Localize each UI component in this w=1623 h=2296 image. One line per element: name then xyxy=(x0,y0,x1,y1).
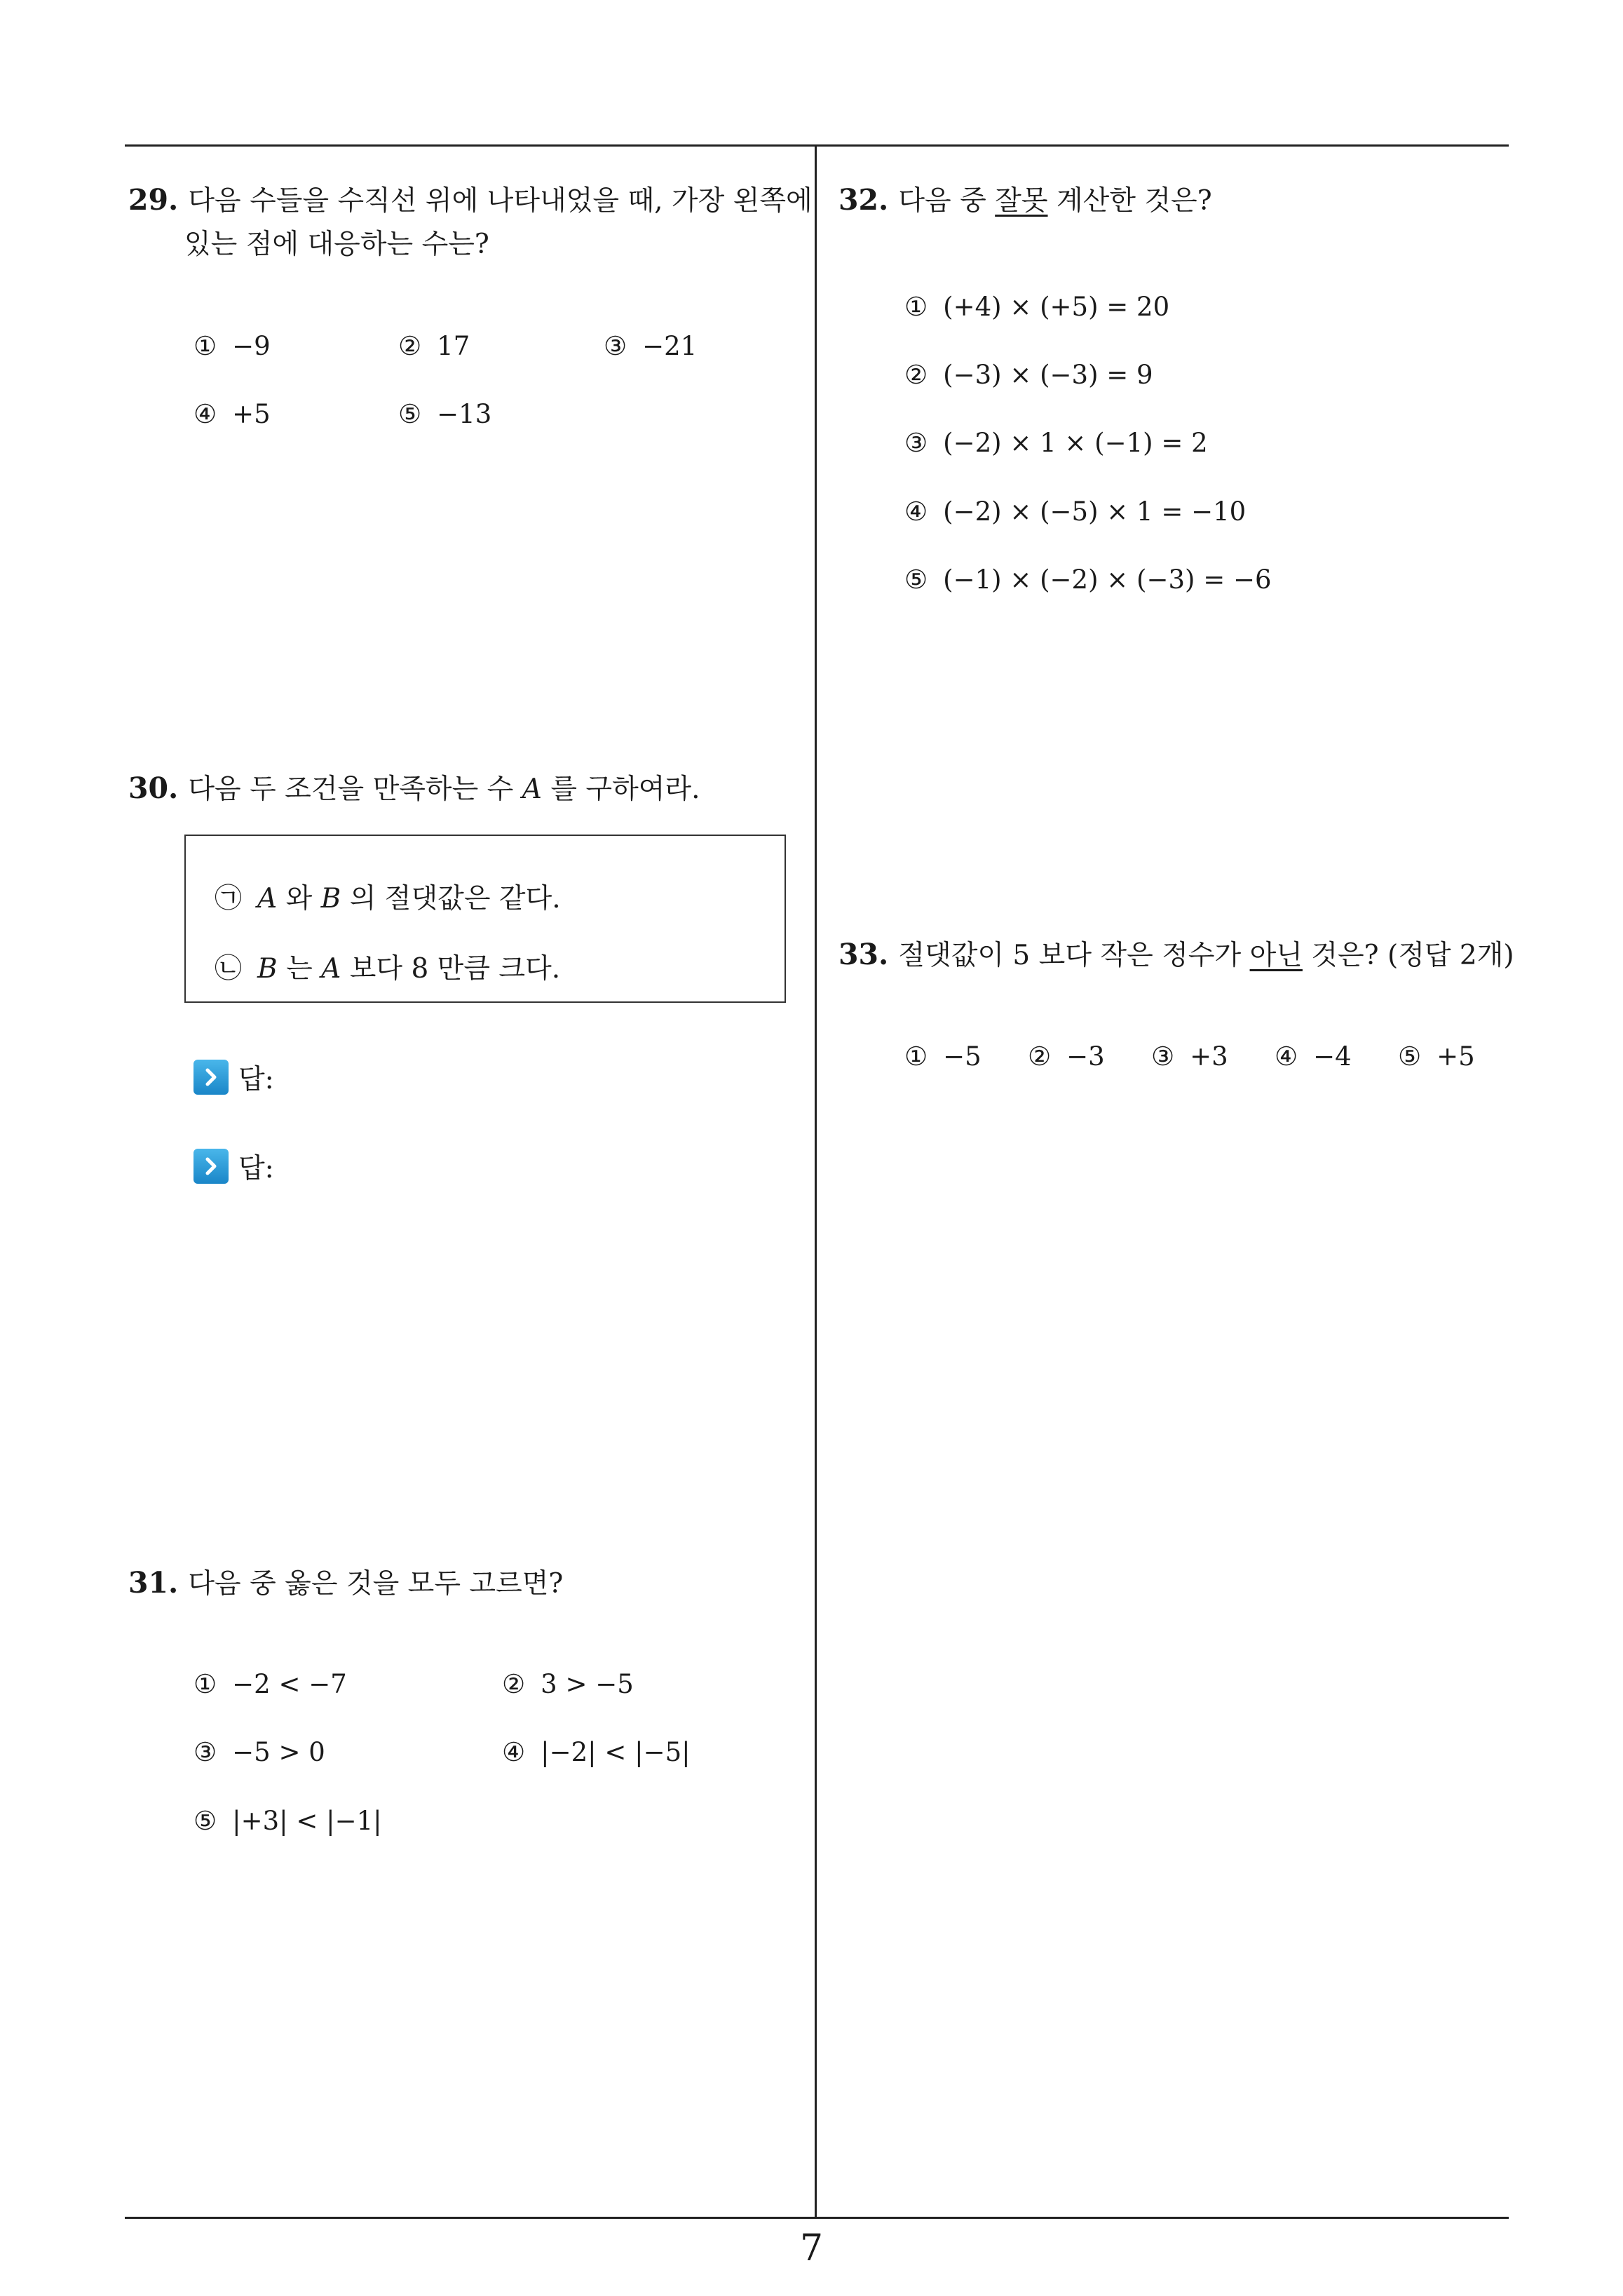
condition-mark: ㉠ xyxy=(215,883,243,914)
question-text: 계산한 것은? xyxy=(1047,185,1212,217)
condition-1 xyxy=(215,877,561,916)
option-text: −5 xyxy=(943,1041,982,1072)
question-text: 것은? (정답 2개) xyxy=(1302,940,1514,971)
question-text: 를 구하여라. xyxy=(541,774,700,805)
variable: B xyxy=(257,953,278,985)
q32-option-1[interactable] xyxy=(904,292,1169,322)
option-text: (−2) × (−5) × 1 = −10 xyxy=(943,497,1247,527)
option-mark: ① xyxy=(193,1669,217,1699)
option-text: |−2| < |−5| xyxy=(541,1737,691,1767)
q33-option-4[interactable] xyxy=(1275,1041,1352,1072)
top-rule xyxy=(125,144,1509,147)
variable: B xyxy=(320,883,341,914)
q29-option-5[interactable] xyxy=(398,399,491,429)
answer-field-2[interactable] xyxy=(193,1147,274,1186)
option-text: −2 < −7 xyxy=(232,1669,347,1699)
option-mark: ③ xyxy=(1151,1041,1175,1072)
chevron-right-icon xyxy=(193,1060,229,1095)
q31-option-1[interactable] xyxy=(193,1669,347,1699)
option-mark: ② xyxy=(502,1669,526,1699)
q31-option-4[interactable] xyxy=(502,1737,691,1767)
condition-text: 와 xyxy=(277,883,321,914)
q32-option-3[interactable] xyxy=(904,428,1208,458)
variable: A xyxy=(522,774,542,805)
condition-text: 보다 8 만큼 크다. xyxy=(341,953,561,985)
option-text: −5 > 0 xyxy=(232,1737,325,1767)
q33-option-3[interactable] xyxy=(1151,1041,1228,1072)
option-text: 17 xyxy=(437,331,470,361)
question-text: 있는 점에 대응하는 수는? xyxy=(184,229,489,260)
option-text: (−3) × (−3) = 9 xyxy=(943,360,1153,390)
option-mark: ④ xyxy=(193,399,217,429)
q29-option-2[interactable] xyxy=(398,331,470,361)
question-number: 32. xyxy=(838,183,889,217)
condition-mark: ㉡ xyxy=(215,953,243,985)
option-text: +3 xyxy=(1190,1041,1228,1072)
variable: A xyxy=(257,883,278,914)
q33-option-5[interactable] xyxy=(1398,1041,1475,1072)
option-text: |+3| < |−1| xyxy=(232,1806,382,1836)
option-text: −13 xyxy=(437,399,492,429)
bottom-rule xyxy=(125,2217,1509,2219)
condition-text: 는 xyxy=(277,953,322,985)
option-mark: ① xyxy=(193,331,217,361)
condition-text: 의 절댓값은 같다. xyxy=(341,883,561,914)
variable: A xyxy=(321,953,341,985)
option-text: +5 xyxy=(1437,1041,1475,1072)
condition-2 xyxy=(215,947,560,986)
option-mark: ① xyxy=(904,1041,928,1072)
option-text: −4 xyxy=(1313,1041,1352,1072)
q32-option-4[interactable] xyxy=(904,497,1246,527)
option-text: −9 xyxy=(232,331,271,361)
question-number: 33. xyxy=(838,938,889,971)
question-29 xyxy=(128,178,813,223)
option-text: (−1) × (−2) × (−3) = −6 xyxy=(943,565,1272,595)
option-mark: ③ xyxy=(193,1737,217,1767)
underlined-word: 아닌 xyxy=(1249,940,1303,971)
option-mark: ③ xyxy=(604,331,627,361)
q29-option-1[interactable] xyxy=(193,331,271,361)
question-text: 다음 중 xyxy=(898,185,996,217)
option-text: −3 xyxy=(1066,1041,1105,1072)
option-mark: ④ xyxy=(502,1737,526,1767)
option-mark: ② xyxy=(398,331,422,361)
option-text: 3 > −5 xyxy=(541,1669,634,1699)
q32-option-5[interactable] xyxy=(904,565,1272,595)
underlined-word: 잘못 xyxy=(995,185,1048,217)
option-text: +5 xyxy=(232,399,271,429)
question-number: 29. xyxy=(128,183,179,217)
question-number: 31. xyxy=(128,1566,179,1600)
option-text: (+4) × (+5) = 20 xyxy=(943,292,1170,322)
question-30 xyxy=(128,767,700,811)
option-mark: ③ xyxy=(904,428,928,458)
question-33 xyxy=(838,933,1514,978)
option-mark: ② xyxy=(904,360,928,390)
question-32 xyxy=(838,178,1212,223)
q33-option-2[interactable] xyxy=(1028,1041,1105,1072)
option-mark: ④ xyxy=(1275,1041,1298,1072)
question-29-line2 xyxy=(184,223,489,266)
option-mark: ② xyxy=(1028,1041,1052,1072)
q29-option-4[interactable] xyxy=(193,399,271,429)
column-divider xyxy=(815,146,817,2218)
q31-option-2[interactable] xyxy=(502,1669,634,1699)
option-mark: ⑤ xyxy=(904,565,928,595)
option-mark: ⑤ xyxy=(193,1806,217,1836)
question-text: 다음 수들을 수직선 위에 나타내었을 때, 가장 왼쪽에 xyxy=(188,185,813,217)
q32-option-2[interactable] xyxy=(904,360,1153,390)
option-mark: ① xyxy=(904,292,928,322)
answer-label: 답: xyxy=(238,1064,274,1095)
chevron-right-icon xyxy=(193,1149,229,1184)
option-mark: ⑤ xyxy=(398,399,422,429)
q31-option-5[interactable] xyxy=(193,1806,382,1836)
q29-option-3[interactable] xyxy=(604,331,697,361)
option-text: −21 xyxy=(642,331,698,361)
answer-label: 답: xyxy=(238,1153,274,1184)
question-number: 30. xyxy=(128,771,179,805)
q33-option-1[interactable] xyxy=(904,1041,982,1072)
question-text: 절댓값이 5 보다 작은 정수가 xyxy=(898,940,1250,971)
question-31 xyxy=(128,1561,563,1606)
answer-field-1[interactable] xyxy=(193,1058,274,1097)
page-number: 7 xyxy=(799,2227,824,2269)
question-text: 다음 두 조건을 만족하는 수 xyxy=(188,774,522,805)
option-mark: ⑤ xyxy=(1398,1041,1422,1072)
option-text: (−2) × 1 × (−1) = 2 xyxy=(943,428,1208,458)
q31-option-3[interactable] xyxy=(193,1737,325,1767)
option-mark: ④ xyxy=(904,497,928,527)
question-text: 다음 중 옳은 것을 모두 고르면? xyxy=(188,1568,564,1600)
